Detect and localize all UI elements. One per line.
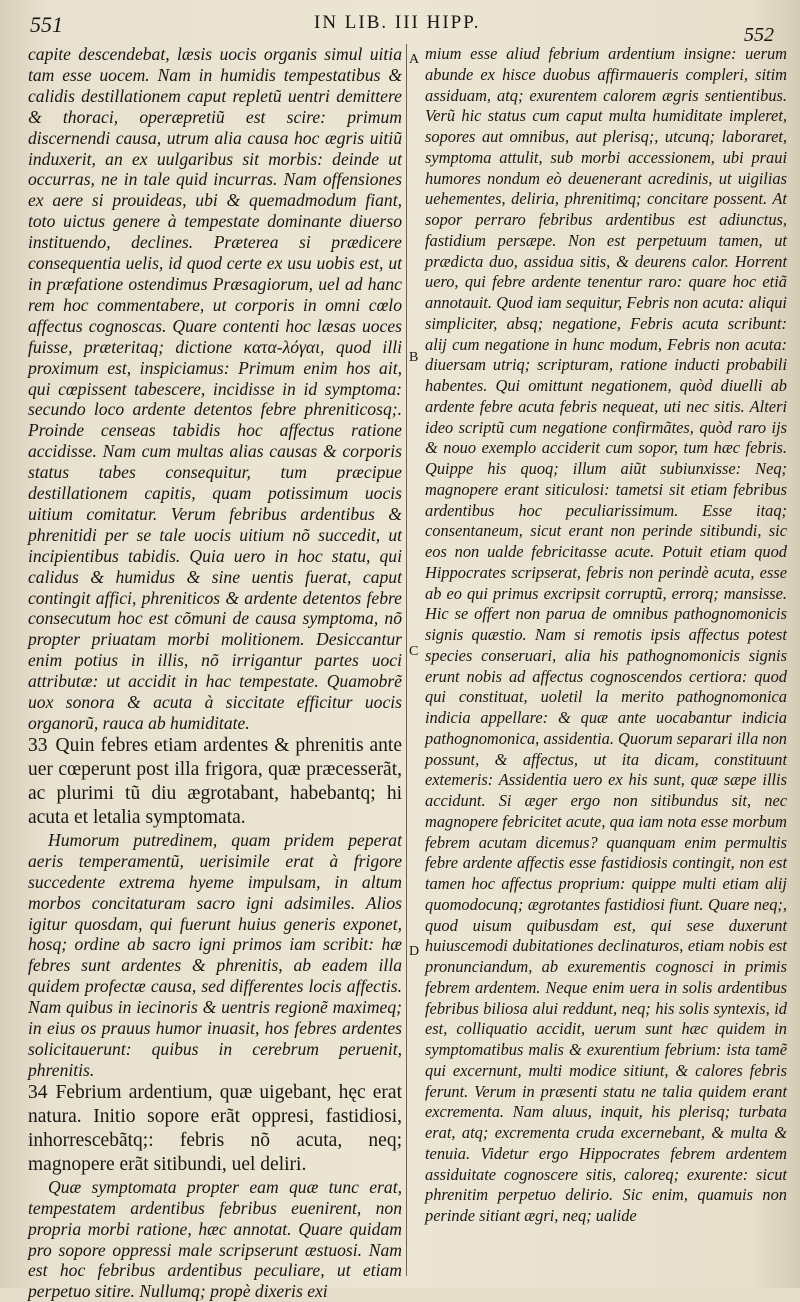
- right-column: [425, 44, 787, 1284]
- margin-letter-c: C: [409, 644, 419, 659]
- column-divider: [406, 44, 407, 1276]
- paragraph: capite descendebat, læsis uocis organis simul uitia tam esse uocem. Nam in humidis tempestatibus & calidis destillationem caput repletũ uentri demittere & thoraci, operæpretiũ est scire: primum discernendi causa, utrum alia causa hoc ægris uitiũ induxerit, an ex uulgaribus sit morbis: deinde ut occurras, ne in tale quid incurras. Nam offensiones ex aere si prouideas, ubi & quemadmodum fiant, toto uictus genere à tempestate dominante diuerso instituendo, declines. Præterea si prædicere consequentia uelis, id quod certe ex usu uobis est, ut in præfatione ostendimus Præsagiorum, uel ad hanc rem hoc commentabere, ut corporis in omni cœlo affectus cognoscas. Quare contenti hoc læsas uoces fuisse, præteritaq; dictione κατα-λόγαι, quod illi proximum est, inspiciamus: Primum enim hos ait, qui cœpissent tabescere, incidisse in id symptoma: secundo loco ardente detentos febre phreniticosq;. Proinde censeas tabidis hoc affectus ratione accidisse. Nam cum multas alias causas & corporis status tabes consequitur, tum præcipue destillationem capitis, quam potissimum uocis uitium comitatur. Verum febribus ardentibus & phrenitidi per se tale uocis uitium nõ succedit, ut incipientibus tabidis. Quia uero in hoc statu, qui calidus & humidus & sine uentis fuerat, caput contingit affici, phreniticos & ardente detentos febre consecutum hoc est cõmuni de causa symptoma, nõ propter priuatam morbi molitionem. Desiccantur enim potius in illis, nõ irrigantur partes uoci attributæ: ut accidit in hac tempestate. Quamobrẽ uox sonora & acuta à siccitate efficitur uocis organorũ, rauca ab humiditate.: [28, 44, 402, 733]
- paragraph: Quæ symptomata propter eam quæ tunc erat, tempestatem ardentibus febribus euenirent, non propria morbi ratione, hæc annotat. Quare quidam pro sopore oppressi male scripserunt æstuosi. Nam est hoc febribus ardentibus peculiare, ut etiam perpetuo sitire. Nullumq; propè dixeris exi: [28, 1176, 402, 1302]
- margin-letter-b: B: [409, 350, 419, 365]
- lemma-text: Febrium ardentium, quæ uigebant, hęc erat natura. Initio sopore erãt oppresi, fastidiosi, inhorrescebãtq;: febris nõ acuta, neq; magnopere erãt sitibundi, uel deliri.: [28, 1081, 402, 1175]
- lemma-text: Quin febres etiam ardentes & phrenitis ante uer cœperunt post illa frigora, quæ præcesserãt, ac plurimi tũ diu ægrotabant, habebantq; hi acuta et letalia symptomata.: [28, 734, 402, 828]
- lemma-34: [28, 1081, 402, 1177]
- paragraph: mium esse aliud febrium ardentium insigne: uerum abunde ex hisce duobus affirmaueris compleri, sitim assiduam, atq; exurentem calorem ægris sentientibus. Verũ hic status cum caput multa humiditate impleret, sopores aut omnibus, aut plerisq;, utcunq; laboraret, symptoma attulit, sub morbi accessionem, ubi praui humores nondum eò deuenerant acredinis, ut uigilias uehementes, deliria, phrenitimq; concitare possent. At sopor perraro febribus ardentibus est adiunctus, fastidium persæpe. Non est perpetuum tamen, ut prædicta duo, assidua sitis, & deurens calor. Horrent uero, qui febre ardente tenentur raro: quare hoc etiã annotauit. Quod iam sequitur, Febris non acuta: aliqui simpliciter, absq; negatione, Febris acuta scribunt: alij cum negatione in hunc modum, Febris non acuta: diuersam utriq; scripturam, ratione inducti probabili habentes. Qui omittunt negationem, quòd diuelli ab ardente febre acuta febris nequeat, uti nec sitis. Alteri ideo scriptũ cum negatione confirmãtes, quòd raro ijs & nouo exemplo acciderit cum sopor, tum hæc febris. Quippe his quoq; illum aiũt subiunxisse: Neq; magnopere erant siticulosi: tametsi sit etiam febribus ardentibus hoc peculiarissimum. Esse itaq; consentaneum, sicut erant non perinde sitibundi, sic eos non ualde febricitasse acute. Potuit etiam quod Hippocrates scripserat, febris non perindè acuta, esse ab eo qui primus excripsit corruptũ, errorq; mansisse. Hic se offert non parua de omnibus pathognomonicis signis quæstio. Nam si remotis ipsis affectus potest species conseruari, alia his pathognomonicis signis erunt nobis ad affectus cognoscendos certiora: quod qui constituat, uoletil la merito pathognomonica indicia appellare: & quæ ante uocabantur indicia pathognomonica, assidentia. Quorum separari illa non possunt, & affectus, ut ita dicam, constituunt extemeris: Assidentia uero ex his sunt, quæ sæpe illis accidunt. Si æger ergo non sitibundus sit, nec magnopere febricitet acute, qua iam nota esse morbum febrem acutam dicemus? quanquam enim permultis febre ardente affectis esse fastidiosis contingit, non est tamen hoc affectus proprium: quippe multi etiam alij quomodocunq; ægrotantes fastidiosi fiunt. Quare neq;, quod uisum quibusdam est, qui sese duxerunt huiuscemodi dubitationes declinaturos, etiam nobis est pronunciandum, ab exurementis cognosci in primis febrem ardentem. Neque enim uera in solis ardentibus febribus biliosa alui reddunt, neq; his solis syntexis, id est, colliquatio accidit, uerum sunt hæc quidem in symptomatibus malis & exurentium febrium: ista tamẽ qui excernunt, multi modice sitiunt, & calores febris ferunt. Verum in præsenti statu ne talia quidem erant excrementa. Nam aluus, inquit, his plerisq; turbata erat, atq; excrementa cruda excernebant, & multa & tenuia. Videtur ergo Hippocrates febrem ardentem assiduitate cognoscere sitis, caloreq; exurente: sicut phrenitim perpetuo delirio. Sic enim, quamuis non perinde sitiant ægri, neq; ualide: [425, 44, 787, 1225]
- margin-letter-a: A: [409, 52, 420, 67]
- margin-letter-d: D: [409, 944, 420, 959]
- paragraph: Humorum putredinem, quam pridem peperat aeris temperamentũ, uerisimile erat à frigore succedente extrema hyeme impulsam, in altum morbos concitaturam sacro igni adsimiles. Alios igitur quosdam, qui fuerunt huius generis exponet, hosq; ordine ab sacro igni primos iam scribit: hæ febres sunt ardentes & phrenitis, ab eadem illa quidem profectæ causa, sed differentes locis affectis. Nam quibus in iecinoris & uentris regionẽ maximeq; in eius os prauus humor inuasit, hos febres ardentes solicitauerunt: quibus in cerebrum peruenit, phrenitis.: [28, 829, 402, 1080]
- page-number-left: 551: [30, 12, 63, 37]
- left-column: [28, 44, 402, 1302]
- lemma-33: [28, 734, 402, 830]
- lemma-number: 33: [28, 734, 48, 756]
- lemma-number: 34: [28, 1081, 48, 1103]
- page-header: [24, 6, 778, 46]
- page-number-right: 552: [744, 24, 774, 46]
- running-title: IN LIB. III HIPP.: [314, 12, 481, 33]
